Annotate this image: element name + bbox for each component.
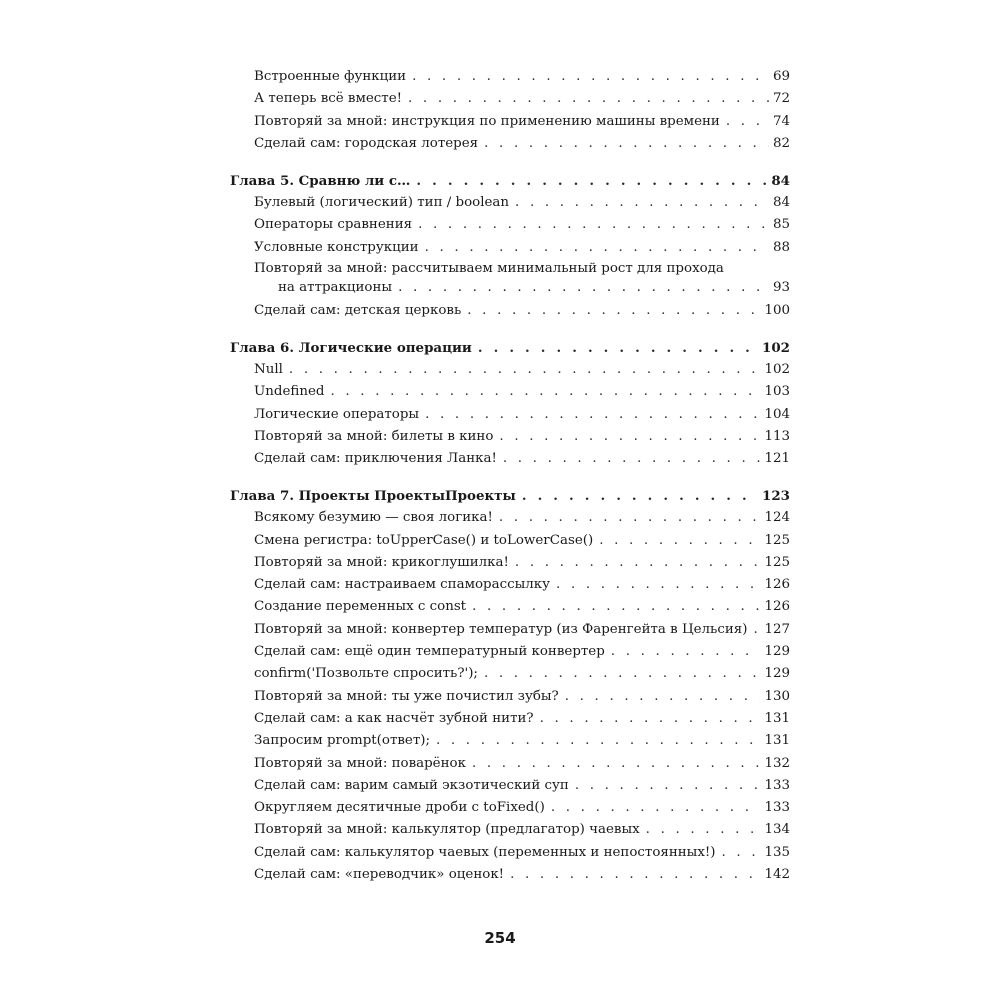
chapter-heading [230, 337, 790, 359]
toc-entry [230, 842, 790, 864]
chapter-title: Глава 7. Проекты ПроектыПроекты [230, 487, 516, 504]
toc-entry-title: Булевый (логический) тип / boolean [254, 194, 510, 210]
dot-leader [726, 111, 769, 133]
toc-entry-title: Undefined [254, 384, 325, 400]
dot-leader [416, 170, 767, 192]
toc-entry-page: 133 [764, 777, 790, 793]
dot-leader [646, 819, 761, 841]
page-number: 254 [484, 929, 516, 947]
toc-entry-page: 127 [764, 621, 790, 637]
toc-entry-page: 131 [764, 710, 790, 726]
dot-leader [425, 404, 760, 426]
toc-entry-page: 124 [764, 510, 790, 526]
toc-entry [230, 619, 790, 641]
toc-entry-page: 85 [772, 217, 790, 233]
toc-entry-page: 88 [772, 239, 790, 255]
toc-entry-page: 125 [764, 532, 790, 548]
dot-leader [436, 730, 760, 752]
toc-entry-title: Повторяй за мной: билеты в кино [254, 428, 494, 444]
dot-leader [484, 663, 761, 685]
chapter-title: Глава 5. Сравню ли с… [230, 172, 411, 189]
toc-entry [230, 237, 790, 259]
dot-leader [499, 426, 760, 448]
toc-entry-title: Сделай сам: калькулятор чаевых (переменных и непостоянных!) [254, 844, 716, 860]
toc-entry-title: Операторы сравнения [254, 217, 413, 233]
toc-entry [230, 641, 790, 663]
dot-leader [611, 641, 761, 663]
toc-entry [230, 359, 790, 381]
toc-entry [230, 797, 790, 819]
dot-leader [753, 619, 760, 641]
toc-entry-title: Сделай сам: а как насчёт зубной нити? [254, 710, 534, 726]
dot-leader [289, 359, 761, 381]
toc-entry-page: 113 [764, 428, 790, 444]
dot-leader [575, 775, 761, 797]
toc-entry-title-line1: Повторяй за мной: рассчитываем минимальный рост для прохода [254, 260, 724, 276]
dot-leader [418, 214, 769, 236]
toc-entry [230, 111, 790, 133]
dot-leader [472, 596, 760, 618]
table-of-contents [230, 66, 790, 886]
toc-entry-title: Повторяй за мной: крикоглушилка! [254, 554, 509, 570]
toc-entry-title: Сделай сам: приключения Ланка! [254, 451, 497, 467]
chapter-page: 123 [762, 487, 790, 504]
chapter-page: 84 [771, 172, 790, 189]
toc-entry-title: Создание переменных с const [254, 599, 467, 615]
toc-entry [230, 775, 790, 797]
toc-entry [230, 753, 790, 775]
dot-leader [565, 686, 761, 708]
dot-leader [478, 337, 758, 359]
dot-leader [484, 133, 769, 155]
toc-entry-title: Сделай сам: детская церковь [254, 302, 462, 318]
toc-entry-page: 134 [764, 822, 790, 838]
dot-leader [510, 864, 760, 886]
toc-entry-title: Повторяй за мной: ты уже почистил зубы? [254, 688, 559, 704]
toc-entry-title: Сделай сам: «переводчик» оценок! [254, 867, 505, 882]
toc-entry [230, 381, 790, 403]
toc-entry-page: 121 [764, 451, 790, 467]
toc-entry [230, 708, 790, 730]
toc-entry-page: 133 [764, 800, 790, 816]
toc-entry-page: 142 [764, 867, 790, 882]
toc-entry-page: 84 [772, 194, 790, 210]
toc-entry-title: Повторяй за мной: конвертер температур (из Фаренгейта в Цельсия) [254, 621, 748, 637]
toc-entry [230, 730, 790, 752]
toc-entry-page: 82 [772, 135, 790, 151]
toc-entry-title: Всякому безумию — своя логика! [254, 510, 493, 526]
toc-entry-page: 129 [764, 666, 790, 682]
toc-entry-page: 102 [764, 361, 790, 377]
dot-leader [398, 278, 769, 297]
chapter-heading [230, 170, 790, 192]
toc-entry-line2 [254, 278, 790, 300]
dot-leader [599, 530, 760, 552]
toc-entry [230, 552, 790, 574]
toc-entry [230, 300, 790, 322]
toc-entry-page: 100 [764, 302, 790, 318]
toc-entry-page: 72 [772, 91, 790, 107]
toc-entry-page: 69 [772, 69, 790, 84]
toc-entry-title-line2: на аттракционы [278, 279, 393, 295]
toc-entry [230, 426, 790, 448]
toc-entry-page: 126 [764, 599, 790, 615]
dot-leader [408, 88, 769, 110]
dot-leader [556, 574, 760, 596]
dot-leader [722, 842, 761, 864]
chapter-heading [230, 485, 790, 507]
toc-entry [230, 596, 790, 618]
dot-leader [467, 300, 760, 322]
toc-entry-page: 130 [764, 688, 790, 704]
chapter-title: Глава 6. Логические операции [230, 339, 472, 356]
chapter-page: 102 [762, 339, 790, 356]
toc-entry-title: Null [254, 361, 283, 377]
toc-entry-page: 104 [764, 406, 790, 422]
toc-entry-title: Повторяй за мной: инструкция по применению машины времени [254, 113, 720, 129]
dot-leader [503, 448, 761, 470]
toc-entry-page: 126 [764, 577, 790, 593]
toc-entry-title: Сделай сам: варим самый экзотический суп [254, 777, 569, 793]
toc-entry-title: Сделай сам: настраиваем спаморассылку [254, 577, 551, 593]
dot-leader [540, 708, 761, 730]
toc-entry-page: 131 [764, 733, 790, 749]
toc-entry-title: Повторяй за мной: поварёнок [254, 755, 466, 771]
toc-entry-title: Сделай сам: городская лотерея [254, 135, 479, 151]
toc-entry-title: Сделай сам: ещё один температурный конвертер [254, 644, 605, 660]
dot-leader [515, 192, 769, 214]
toc-entry [230, 88, 790, 110]
toc-entry-page: 103 [764, 384, 790, 400]
dot-leader [425, 237, 769, 259]
toc-entry-page: 135 [764, 844, 790, 860]
toc-entry-title: Условные конструкции [254, 239, 419, 255]
toc-entry-title: Повторяй за мной: калькулятор (предлагатор) чаевых [254, 822, 640, 838]
toc-entry-title: А теперь всё вместе! [254, 91, 403, 107]
toc-entry-title: Встроенные функции [254, 69, 407, 84]
toc-entry [230, 404, 790, 426]
toc-entry [230, 663, 790, 685]
toc-entry [230, 507, 790, 529]
dot-leader [522, 485, 758, 507]
dot-leader [499, 507, 761, 529]
toc-entry-page: 93 [772, 279, 790, 295]
toc-entry [230, 864, 790, 886]
toc-entry-multiline [230, 259, 790, 300]
toc-entry [230, 214, 790, 236]
toc-entry-page: 74 [772, 113, 790, 129]
dot-leader [330, 381, 760, 403]
toc-entry-title: Округляем десятичные дроби с toFixed() [254, 800, 545, 816]
toc-entry-page: 129 [764, 644, 790, 660]
dot-leader [515, 552, 761, 574]
toc-entry-title: Логические операторы [254, 406, 420, 422]
dot-leader [412, 66, 769, 88]
toc-entry-title: confirm('Позвольте спросить?'); [254, 666, 478, 682]
toc-entry [230, 686, 790, 708]
toc-entry [230, 574, 790, 596]
toc-entry [230, 530, 790, 552]
toc-entry [230, 192, 790, 214]
toc-entry [230, 66, 790, 88]
toc-entry [230, 819, 790, 841]
toc-entry-title: Смена регистра: toUpperCase() и toLowerCase() [254, 532, 594, 548]
toc-entry [230, 133, 790, 155]
toc-entry [230, 448, 790, 470]
toc-entry-page: 125 [764, 554, 790, 570]
dot-leader [551, 797, 761, 819]
dot-leader [472, 753, 760, 775]
toc-entry-page: 132 [764, 755, 790, 771]
toc-entry-title: Запросим prompt(ответ); [254, 733, 430, 749]
